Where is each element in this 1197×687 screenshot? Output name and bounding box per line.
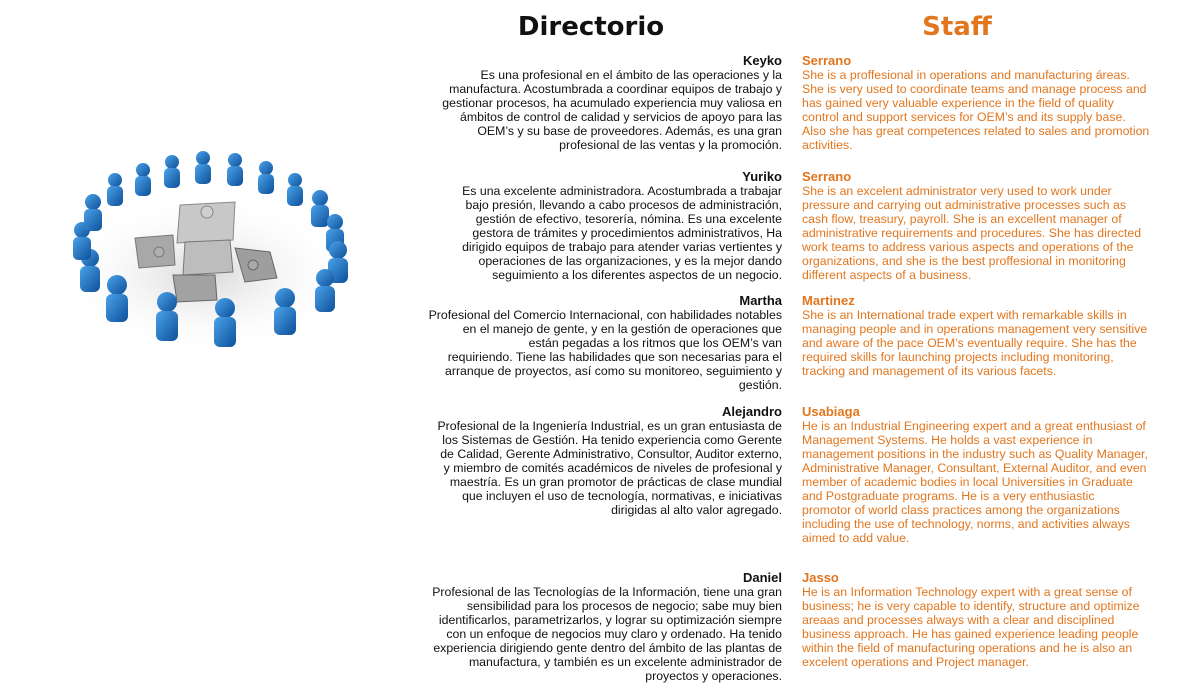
member-bio-en: She is a proffesional in operations and manufacturing áreas. She is very used to coordinate teams and manage process and has gained very valuable experience in the field of quality control and support services for OEM’s and its supply base. Also she has great competences related to sales and promotion activities.: [802, 68, 1150, 152]
member-first-name: Daniel: [742, 570, 782, 585]
member-last-name: Martinez: [802, 293, 855, 308]
member-es-block: [400, 405, 782, 517]
member-bio-en: He is an Information Technology expert with a great sense of business; he is very capable to identify, structure and optimize areaas and processes always with a clear and disciplined business approach. He has gained experience leading people within the field of manufacturing operations and he is also an excelent operations and Project manager.: [802, 585, 1140, 669]
member-es-block: [400, 170, 782, 282]
member-es-block: [400, 294, 782, 392]
member-en-block: [802, 54, 1187, 152]
member-last-name: Serrano: [802, 53, 852, 68]
member-en-block: [802, 571, 1187, 669]
member-en-block: [802, 405, 1187, 545]
member-last-name: Usabiaga: [802, 404, 860, 419]
member-bio-en: He is an Industrial Engineering expert and a great enthusiast of Management Systems. He holds a vast experience in management positions in the industry such as Quality Manager, Administrative Manager, Consultant, External Auditor, and even member of academic bodies in local Universities in Graduate and Postgraduate programs. He is a very enthusiastic promotor of world class practices among the organizations including the use of technology, norms, and activities always aimed to add value.: [802, 419, 1148, 545]
member-bio-es: Es una excelente administradora. Acostumbrada a trabajar bajo presión, llevando a cabo procesos de administración, gestión de efectivo, tesorería, nómina. Es una excelente gestora de trámites y procedimientos administrativos, Ha dirigido equipos de trabajo para atender varias vertientes y operaciones de las organizaciones, y es la mejor dando seguimiento a los diferentes aspectos de un negocio.: [462, 184, 782, 282]
member-en-block: [802, 294, 1187, 378]
member-bio-en: She is an excelent administrator very used to work under pressure and carrying out administrative processes such as cash flow, treasury, payroll. She is an excellent manager of administrative requirements and procedures. She has directed work teams to address various aspects and operations of the organizations, and she is the best proffesional in monitoring different aspects of a business.: [802, 184, 1142, 282]
member-last-name: Serrano: [802, 169, 852, 184]
member-first-name: Keyko: [742, 53, 782, 68]
member-bio-es: Es una profesional en el ámbito de las operaciones y la manufactura. Acostumbrada a coordinar equipos de trabajo y gestionar procesos, ha acumulado experiencia muy valiosa en ámbitos de control de calidad y servicios de apoyo para las OEM’s y su base de proveedores. Además, es una gran profesional de las ventas y la promoción.: [442, 68, 782, 152]
member-bio-en: She is an International trade expert with remarkable skills in managing people and in operations management very sensitive and aware of the pace OEM’s eventually require. She has the required skills for launching projects including monitoring, tracking and management of its various facets.: [802, 308, 1148, 378]
member-bio-es: Profesional de las Tecnologías de la Información, tiene una gran sensibilidad para los procesos de negocio; sabe muy bien identificarlos, parametrizarlos, y lograr su optimización siempre con un enfoque de negocios muy claro y ordenado. Ha tenido experiencia dirigiendo gente dentro del ámbito de las plantas de manufactura, y también es un excelente administrador de proyectos y operaciones.: [432, 585, 782, 683]
directorio-heading: Directorio: [517, 12, 665, 42]
member-bio-es: Profesional de la Ingeniería Industrial, es un gran entusiasta de los Sistemas de Gestión. Ha tenido experiencia como Gerente de Calidad, Gerente Administrativo, Consultor, Auditor externo, y miembro de comités académicos de niveles de profesional y maestría. Es un gran promotor de prácticas de clase mundial que incluyen el uso de tecnología, normativas, e iniciativas dirigidas al alto valor agregado.: [437, 419, 782, 517]
staff-heading: Staff: [922, 12, 992, 42]
team-circle-puzzle-icon: [55, 140, 365, 360]
member-first-name: Alejandro: [722, 404, 782, 419]
member-first-name: Martha: [739, 293, 782, 308]
member-bio-es: Profesional del Comercio Internacional, con habilidades notables en el manejo de gente, y en la gestión de operaciones que están pegadas a los ritmos que los OEM’s van requiriendo. Tiene las habilidades que son necesarias para el arranque de proyectos, así como su monitoreo, seguimiento y gestión.: [428, 308, 782, 392]
member-en-block: [802, 170, 1187, 282]
member-first-name: Yuriko: [742, 169, 782, 184]
member-es-block: [400, 571, 782, 683]
member-es-block: [400, 54, 782, 152]
member-last-name: Jasso: [802, 570, 839, 585]
